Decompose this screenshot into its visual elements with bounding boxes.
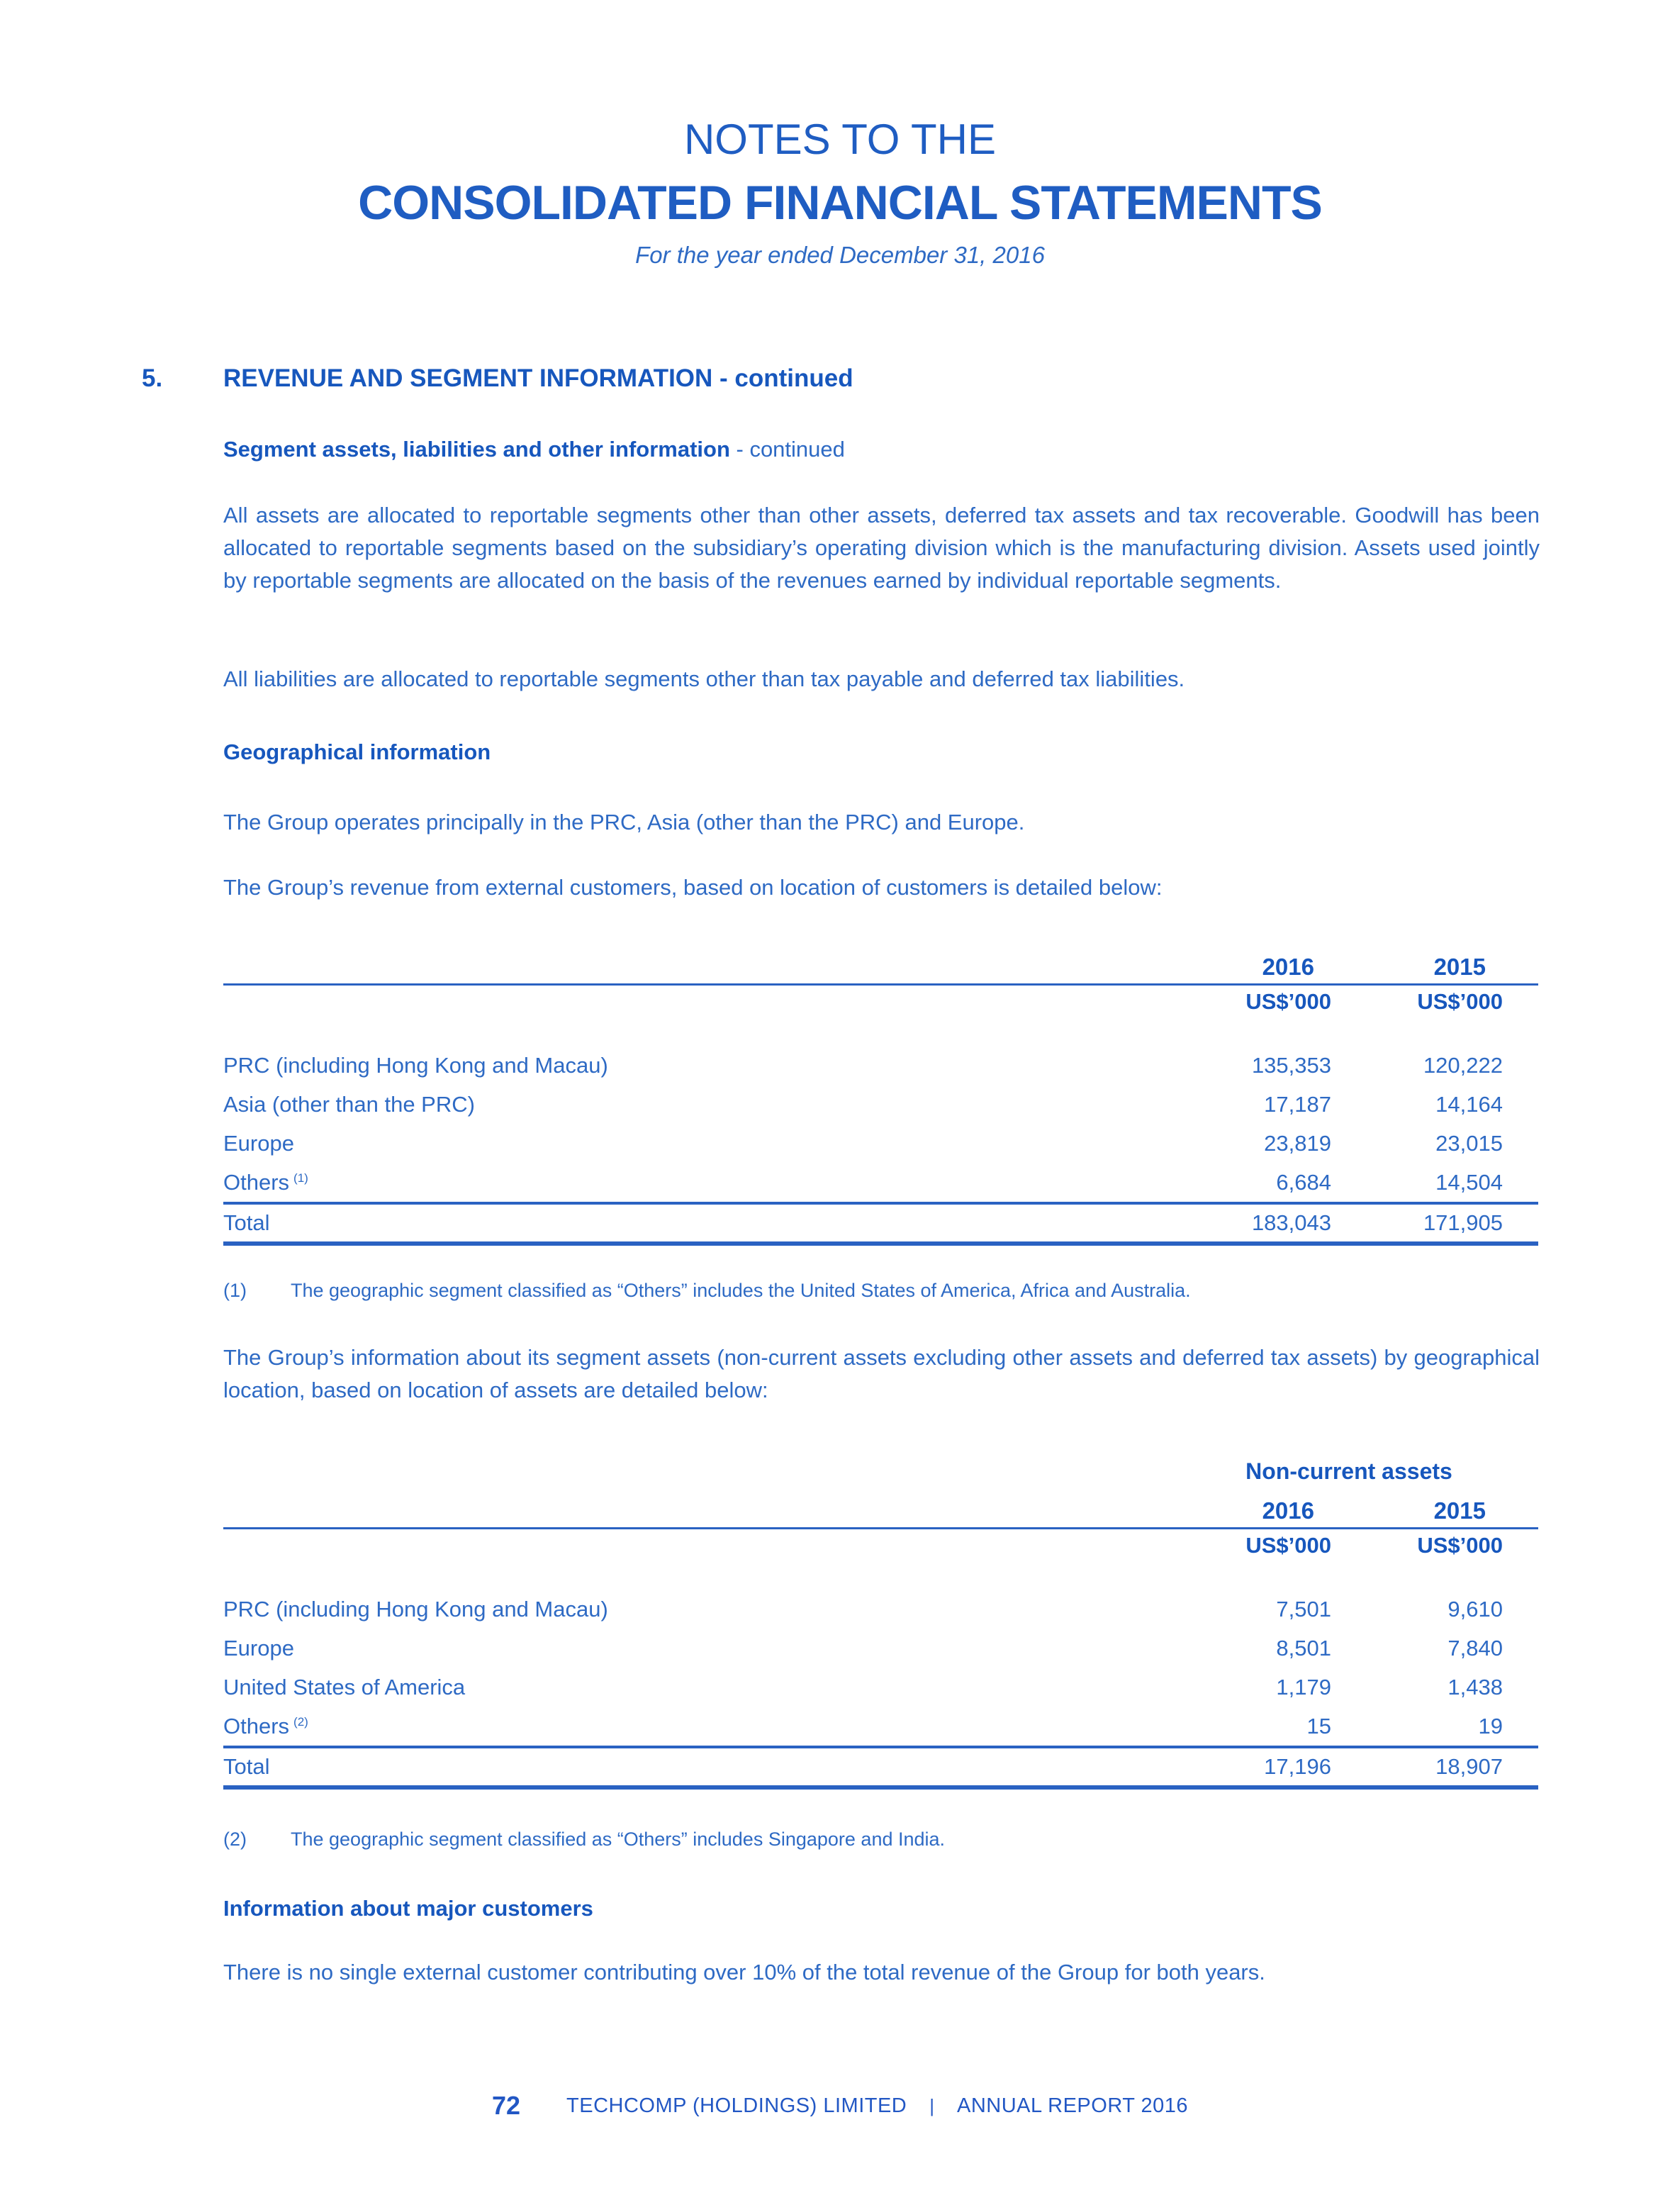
- doc-subtitle: For the year ended December 31, 2016: [635, 242, 1045, 268]
- spacer: [1503, 986, 1538, 1018]
- spacer: [1503, 1205, 1538, 1241]
- value-2015: 9,610: [1447, 1597, 1503, 1622]
- total-2015: 18,907: [1435, 1754, 1503, 1779]
- value-2015: 14,504: [1435, 1170, 1503, 1195]
- units-2016: US$’000: [1245, 989, 1331, 1014]
- geographical-information-heading: Geographical information: [223, 739, 491, 764]
- value-2016: 8,501: [1276, 1636, 1331, 1660]
- footnote-1: [223, 1276, 1540, 1305]
- section-title: REVENUE AND SEGMENT INFORMATION - continued: [223, 364, 853, 392]
- value-2015: 1,438: [1447, 1675, 1503, 1699]
- row-label: PRC (including Hong Kong and Macau): [223, 1597, 608, 1622]
- spacer: [223, 1529, 1160, 1562]
- units-2016: US$’000: [1245, 1533, 1331, 1558]
- footer-company-name: TECHCOMP (HOLDINGS) LIMITED: [566, 2094, 907, 2117]
- year-2015-header: 2015: [1433, 954, 1486, 980]
- year-2016-header: 2016: [1262, 1497, 1314, 1524]
- paragraph-assets-allocation: All assets are allocated to reportable segments other than other assets, deferred tax assets and tax recoverable. Goodwill has been allocated to reportable segments based on the subsidiary’s operating division which is the manufacturing division. Assets used jointly by reportable segments are allocated on the basis of the revenues earned by individual reportable segments.: [223, 503, 1540, 593]
- units-2015: US$’000: [1417, 989, 1503, 1014]
- table-row: [223, 1668, 1538, 1707]
- subsection-heading: [223, 433, 1540, 466]
- total-label: Total: [223, 1754, 270, 1779]
- table-row: [223, 1124, 1538, 1163]
- spacer: [1503, 1046, 1538, 1085]
- table-total-bottom-rule: [223, 1785, 1538, 1790]
- table-row: [223, 1085, 1538, 1124]
- nca-group-header: Non-current assets: [1245, 1458, 1452, 1484]
- spacer: [1503, 951, 1538, 983]
- paragraph-group-operates: The Group operates principally in the PRC, Asia (other than the PRC) and Europe.: [223, 810, 1025, 835]
- footnote-2: [223, 1825, 1540, 1853]
- paragraph-liabilities-allocation: All liabilities are allocated to reportable segments other than tax payable and deferred tax liabilities.: [223, 666, 1185, 691]
- spacer: [1503, 1124, 1538, 1163]
- footer-separator: |: [929, 2094, 935, 2116]
- subsection-heading-rest: - continued: [729, 437, 845, 462]
- spacer: [223, 951, 1160, 983]
- doc-title-line1: NOTES TO THE: [683, 116, 997, 163]
- value-2016: 135,353: [1251, 1053, 1331, 1078]
- value-2016: 6,684: [1276, 1170, 1331, 1195]
- section-heading: [142, 362, 1540, 395]
- value-2016: 15: [1306, 1714, 1331, 1738]
- spacer: [1503, 1707, 1538, 1746]
- row-label: PRC (including Hong Kong and Macau): [223, 1053, 608, 1078]
- footnote-1-text: The geographic segment classified as “Others” includes the United States of America, Africa and Australia.: [291, 1280, 1191, 1301]
- table-row: [223, 1590, 1538, 1629]
- spacer: [1503, 1629, 1538, 1668]
- table-total-row: [223, 1205, 1538, 1241]
- revenue-by-location-table: [223, 951, 1538, 1246]
- revenue-table-units-row: [223, 986, 1538, 1018]
- spacer: [1503, 1668, 1538, 1707]
- table-row: [223, 1046, 1538, 1085]
- value-2015: 120,222: [1423, 1053, 1503, 1078]
- total-2015: 171,905: [1423, 1210, 1503, 1235]
- table-row: [223, 1163, 1538, 1202]
- spacer: [223, 1495, 1160, 1527]
- paragraph-segment-assets-intro: The Group’s information about its segment assets (non-current assets excluding other assets and deferred tax assets) by geographical location, based on location of assets are detailed below:: [223, 1345, 1540, 1402]
- total-2016: 183,043: [1251, 1210, 1331, 1235]
- footnote-1-marker: (1): [223, 1280, 247, 1301]
- section-number: 5.: [142, 364, 163, 392]
- value-2015: 19: [1478, 1714, 1503, 1738]
- total-2016: 17,196: [1264, 1754, 1331, 1779]
- value-2015: 23,015: [1435, 1131, 1503, 1156]
- value-2016: 23,819: [1264, 1131, 1331, 1156]
- spacer: [223, 1455, 1160, 1487]
- value-2016: 1,179: [1276, 1675, 1331, 1699]
- spacer: [223, 986, 1160, 1018]
- spacer: [1503, 1529, 1538, 1562]
- nca-group-header-row: [223, 1455, 1538, 1487]
- units-2015: US$’000: [1417, 1533, 1503, 1558]
- non-current-assets-table: [223, 1455, 1538, 1790]
- paragraph-major-customers: There is no single external customer contributing over 10% of the total revenue of the Group for both years.: [223, 1960, 1265, 1985]
- spacer: [1503, 1495, 1538, 1527]
- value-2016: 7,501: [1276, 1597, 1331, 1622]
- subsection-heading-bold: Segment assets, liabilities and other information: [223, 437, 730, 462]
- footnote-ref: (2): [293, 1714, 308, 1729]
- page-number: 72: [491, 2091, 521, 2120]
- total-label: Total: [223, 1210, 270, 1235]
- row-label: Europe: [223, 1131, 294, 1156]
- year-2016-header: 2016: [1262, 954, 1314, 980]
- table-total-bottom-rule: [223, 1241, 1538, 1246]
- table-row: [223, 1707, 1538, 1746]
- paragraph-revenue-intro: The Group’s revenue from external customers, based on location of customers is detailed below:: [223, 875, 1163, 900]
- nca-table-units-row: [223, 1529, 1538, 1562]
- revenue-table-body: [223, 1046, 1538, 1202]
- row-label: Asia (other than the PRC): [223, 1092, 475, 1117]
- spacer: [1503, 1163, 1538, 1202]
- table-row: [223, 1629, 1538, 1668]
- footer-report-title: ANNUAL REPORT 2016: [957, 2094, 1189, 2117]
- revenue-table-year-header-row: [223, 951, 1538, 983]
- spacer: [1503, 1748, 1538, 1785]
- page-footer: [0, 2084, 1680, 2127]
- footnote-2-text: The geographic segment classified as “Others” includes Singapore and India.: [291, 1829, 946, 1850]
- value-2015: 7,840: [1447, 1636, 1503, 1660]
- value-2016: 17,187: [1264, 1092, 1331, 1117]
- year-2015-header: 2015: [1433, 1497, 1486, 1524]
- spacer: [1503, 1085, 1538, 1124]
- row-label: Europe: [223, 1636, 294, 1660]
- row-label: United States of America: [223, 1675, 466, 1699]
- nca-table-year-header-row: [223, 1495, 1538, 1527]
- nca-table-body: [223, 1590, 1538, 1746]
- spacer: [1503, 1590, 1538, 1629]
- row-label: Others $^{(1)}$: [223, 1170, 308, 1195]
- major-customers-heading: Information about major customers: [223, 1896, 593, 1921]
- footnote-2-marker: (2): [223, 1829, 247, 1850]
- row-label: Others $^{(2)}$: [223, 1714, 308, 1738]
- doc-title-line2: CONSOLIDATED FINANCIAL STATEMENTS: [358, 176, 1322, 230]
- table-total-row: [223, 1748, 1538, 1785]
- value-2015: 14,164: [1435, 1092, 1503, 1117]
- footnote-ref: (1): [293, 1171, 308, 1185]
